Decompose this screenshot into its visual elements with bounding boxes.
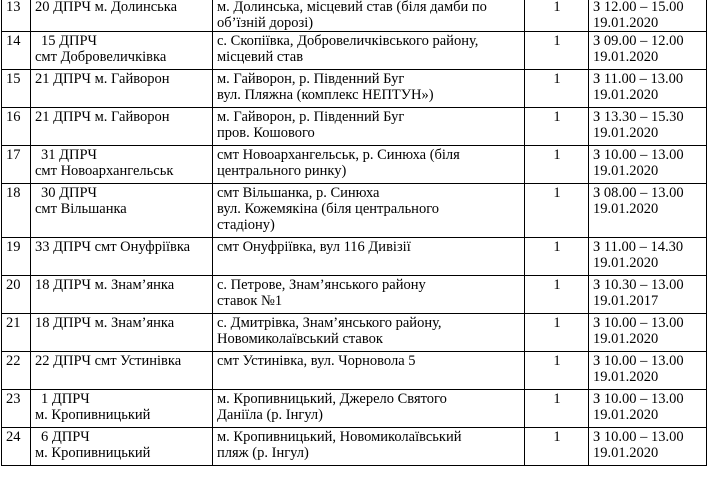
time-line: З 12.00 – 15.00 bbox=[593, 0, 684, 15]
time-line: 19.01.2020 bbox=[593, 445, 659, 461]
row-number: 18 bbox=[2, 184, 31, 238]
table-row bbox=[2, 184, 707, 238]
time-line: 19.01.2017 bbox=[593, 293, 659, 309]
table-row bbox=[2, 352, 707, 390]
fire-unit-cell bbox=[31, 70, 213, 108]
time-cell bbox=[589, 70, 707, 108]
quantity-cell: 1 bbox=[525, 238, 589, 276]
time-cell bbox=[589, 238, 707, 276]
place-line: смт Онуфріївка, вул 116 Дивізії bbox=[217, 239, 411, 255]
location-cell bbox=[213, 0, 525, 32]
unit-line: 1 ДПРЧ bbox=[41, 391, 90, 407]
time-cell bbox=[589, 0, 707, 32]
location-cell bbox=[213, 146, 525, 184]
place-line: об’їзній дорозі) bbox=[217, 15, 314, 31]
fire-unit-cell bbox=[31, 314, 213, 352]
table-row bbox=[2, 428, 707, 466]
place-line: смт Вільшанка, р. Синюха bbox=[217, 185, 380, 201]
unit-line: 33 ДПРЧ смт Онуфріївка bbox=[35, 239, 191, 255]
row-number: 20 bbox=[2, 276, 31, 314]
location-cell bbox=[213, 238, 525, 276]
quantity-cell: 1 bbox=[525, 314, 589, 352]
time-cell bbox=[589, 108, 707, 146]
place-line: ставок №1 bbox=[217, 293, 283, 309]
row-number: 13 bbox=[2, 0, 31, 32]
fire-unit-cell bbox=[31, 428, 213, 466]
fire-unit-cell bbox=[31, 146, 213, 184]
unit-line: м. Кропивницький bbox=[35, 407, 151, 423]
time-cell bbox=[589, 146, 707, 184]
location-cell bbox=[213, 70, 525, 108]
table-row bbox=[2, 314, 707, 352]
time-cell bbox=[589, 390, 707, 428]
time-line: З 13.30 – 15.30 bbox=[593, 109, 684, 125]
fire-unit-cell bbox=[31, 108, 213, 146]
fire-unit-cell bbox=[31, 276, 213, 314]
time-line: З 10.00 – 13.00 bbox=[593, 429, 684, 445]
quantity-cell: 1 bbox=[525, 0, 589, 32]
unit-line: 6 ДПРЧ bbox=[41, 429, 90, 445]
place-line: пров. Кошового bbox=[217, 125, 315, 141]
row-number: 14 bbox=[2, 32, 31, 70]
time-line: 19.01.2020 bbox=[593, 15, 659, 31]
time-line: 19.01.2020 bbox=[593, 369, 659, 385]
place-line: Новомиколаївський ставок bbox=[217, 331, 383, 347]
unit-line: 22 ДПРЧ смт Устинівка bbox=[35, 353, 182, 369]
place-line: м. Гайворон, р. Південний Буг bbox=[217, 71, 405, 87]
quantity-cell: 1 bbox=[525, 352, 589, 390]
unit-line: м. Кропивницький bbox=[35, 445, 151, 461]
time-line: 19.01.2020 bbox=[593, 255, 659, 271]
quantity-cell: 1 bbox=[525, 70, 589, 108]
quantity-cell: 1 bbox=[525, 276, 589, 314]
fire-unit-cell bbox=[31, 238, 213, 276]
location-cell bbox=[213, 352, 525, 390]
time-line: З 09.00 – 12.00 bbox=[593, 33, 684, 49]
time-line: З 11.00 – 14.30 bbox=[593, 239, 684, 255]
time-cell bbox=[589, 32, 707, 70]
table-row bbox=[2, 390, 707, 428]
place-line: с. Петрове, Знам’янського району bbox=[217, 277, 426, 293]
time-cell bbox=[589, 314, 707, 352]
time-line: З 10.00 – 13.00 bbox=[593, 391, 684, 407]
schedule-table-body bbox=[2, 0, 707, 466]
time-line: З 10.00 – 13.00 bbox=[593, 315, 684, 331]
unit-line: 18 ДПРЧ м. Знам’янка bbox=[35, 277, 175, 293]
time-line: 19.01.2020 bbox=[593, 49, 659, 65]
schedule-table bbox=[1, 0, 707, 466]
row-number: 22 bbox=[2, 352, 31, 390]
unit-line: смт Вільшанка bbox=[35, 201, 127, 217]
place-line: м. Кропивницький, Новомиколаївський bbox=[217, 429, 462, 445]
unit-line: 21 ДПРЧ м. Гайворон bbox=[35, 71, 170, 87]
table-row bbox=[2, 32, 707, 70]
unit-line: 20 ДПРЧ м. Долинська bbox=[35, 0, 178, 15]
location-cell bbox=[213, 32, 525, 70]
quantity-cell: 1 bbox=[525, 32, 589, 70]
place-line: пляж (р. Інгул) bbox=[217, 445, 309, 461]
time-line: З 10.00 – 13.00 bbox=[593, 147, 684, 163]
place-line: вул. Кожемякіна (біля центрального bbox=[217, 201, 440, 217]
place-line: Даніїла (р. Інгул) bbox=[217, 407, 323, 423]
time-line: 19.01.2020 bbox=[593, 163, 659, 179]
time-line: З 11.00 – 13.00 bbox=[593, 71, 684, 87]
place-line: м. Долинська, місцевий став (біля дамби по bbox=[217, 0, 487, 15]
quantity-cell: 1 bbox=[525, 428, 589, 466]
row-number: 19 bbox=[2, 238, 31, 276]
place-line: стадіону) bbox=[217, 217, 275, 233]
row-number: 24 bbox=[2, 428, 31, 466]
fire-unit-cell bbox=[31, 184, 213, 238]
place-line: с. Дмитрівка, Знам’янського району, bbox=[217, 315, 442, 331]
time-cell bbox=[589, 184, 707, 238]
table-row bbox=[2, 276, 707, 314]
time-line: З 08.00 – 13.00 bbox=[593, 185, 684, 201]
unit-line: 30 ДПРЧ bbox=[41, 185, 97, 201]
time-line: 19.01.2020 bbox=[593, 407, 659, 423]
place-line: м. Гайворон, р. Південний Буг bbox=[217, 109, 405, 125]
place-line: м. Кропивницький, Джерело Святого bbox=[217, 391, 447, 407]
time-line: З 10.30 – 13.00 bbox=[593, 277, 684, 293]
table-row bbox=[2, 238, 707, 276]
place-line: смт Новоархангельськ, р. Синюха (біля bbox=[217, 147, 460, 163]
location-cell bbox=[213, 108, 525, 146]
place-line: місцевий став bbox=[217, 49, 304, 65]
location-cell bbox=[213, 428, 525, 466]
place-line: с. Скопіївка, Добровеличківського району, bbox=[217, 33, 479, 49]
time-line: З 10.00 – 13.00 bbox=[593, 353, 684, 369]
location-cell bbox=[213, 390, 525, 428]
quantity-cell: 1 bbox=[525, 146, 589, 184]
time-line: 19.01.2020 bbox=[593, 87, 659, 103]
fire-unit-cell bbox=[31, 352, 213, 390]
quantity-cell: 1 bbox=[525, 108, 589, 146]
quantity-cell: 1 bbox=[525, 184, 589, 238]
location-cell bbox=[213, 276, 525, 314]
time-cell bbox=[589, 428, 707, 466]
table-row bbox=[2, 0, 707, 32]
unit-line: 15 ДПРЧ bbox=[41, 33, 97, 49]
fire-unit-cell bbox=[31, 390, 213, 428]
unit-line: смт Добровеличківка bbox=[35, 49, 167, 65]
table-row bbox=[2, 108, 707, 146]
quantity-cell: 1 bbox=[525, 390, 589, 428]
row-number: 15 bbox=[2, 70, 31, 108]
table-row bbox=[2, 70, 707, 108]
time-line: 19.01.2020 bbox=[593, 125, 659, 141]
unit-line: 21 ДПРЧ м. Гайворон bbox=[35, 109, 170, 125]
location-cell bbox=[213, 314, 525, 352]
fire-unit-cell bbox=[31, 0, 213, 32]
unit-line: смт Новоархангельськ bbox=[35, 163, 174, 179]
place-line: смт Устинівка, вул. Чорновола 5 bbox=[217, 353, 416, 369]
row-number: 16 bbox=[2, 108, 31, 146]
time-cell bbox=[589, 276, 707, 314]
row-number: 21 bbox=[2, 314, 31, 352]
place-line: центрального ринку) bbox=[217, 163, 347, 179]
unit-line: 31 ДПРЧ bbox=[41, 147, 97, 163]
fire-unit-cell bbox=[31, 32, 213, 70]
time-line: 19.01.2020 bbox=[593, 201, 659, 217]
table-row bbox=[2, 146, 707, 184]
place-line: вул. Пляжна (комплекс НЕПТУН») bbox=[217, 87, 434, 103]
unit-line: 18 ДПРЧ м. Знам’янка bbox=[35, 315, 175, 331]
location-cell bbox=[213, 184, 525, 238]
row-number: 23 bbox=[2, 390, 31, 428]
time-line: 19.01.2020 bbox=[593, 331, 659, 347]
time-cell bbox=[589, 352, 707, 390]
row-number: 17 bbox=[2, 146, 31, 184]
